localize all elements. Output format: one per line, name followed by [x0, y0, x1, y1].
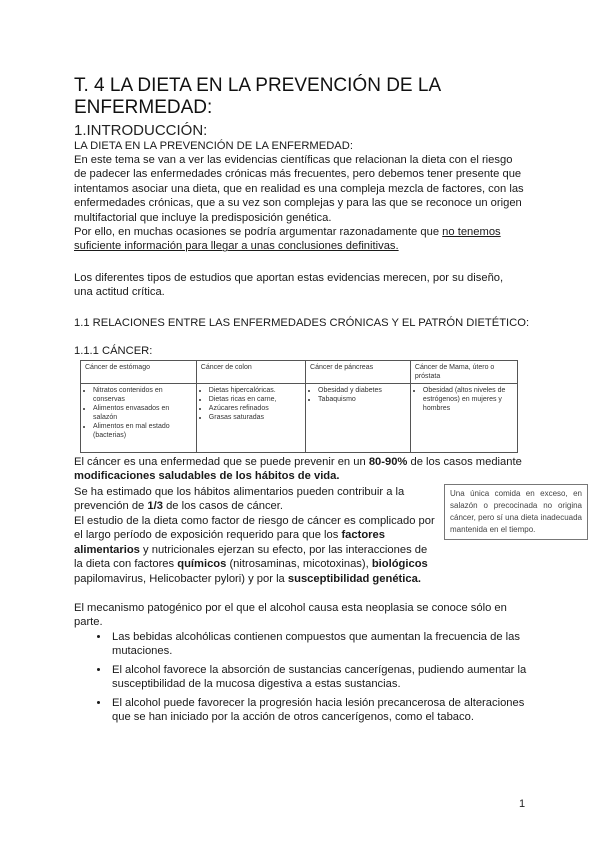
table-header-cell: Cáncer de páncreas [306, 361, 411, 384]
list-item: • El alcohol favorece la absorción de sustancias cancerígenas, pudiendo aumentar la susceptibilidad de la mucosa digestiva a estas sustancias. [110, 663, 546, 692]
page-title: T. 4 LA DIETA EN LA PREVENCIÓN DE LA ENFERMEDAD: [74, 75, 441, 118]
list-item: • Alimentos en mal estado (bacterias) [93, 422, 192, 440]
cancer-paragraph-2 [74, 485, 434, 514]
text: Se ha estimado que los hábitos alimentarios pueden contribuir a la prevención de [74, 486, 405, 513]
por-ello-text: Por ello, en muchas ocasiones se podría argumentar razonadamente que [74, 226, 443, 238]
alcohol-intro: El mecanismo patogénico por el que el alcohol causa esta neoplasia se conoce sólo en parte. [74, 602, 507, 629]
text: papilomavirus, Helicobacter pylori) y por la [74, 572, 288, 585]
por-ello-underlined: no tenemos suficiente información para llegar a unas conclusiones definitivas. [74, 226, 501, 253]
table-header-row [81, 361, 518, 384]
page-number: 1 [519, 798, 526, 810]
text: de los casos de cáncer. [162, 500, 283, 513]
list-item: • Dietas ricas en carne, [209, 395, 301, 404]
list-item: • Tabaquismo [318, 395, 406, 404]
intro-paragraph: En este tema se van a ver las evidencias científicas que relacionan la dieta con el riesgo de padecer las enfermedades crónicas más frecuentes, pero debemos tener presente que intentamos asociar una dieta, que en realidad es una compleja mezcla de factores, con las enfermedades crónicas, que a su vez son complejas y para las que se reconoce un origen multifactorial que incluye la predisposición genética. [74, 154, 524, 224]
table-cell [306, 384, 411, 453]
bold-text: químicos [177, 558, 227, 571]
estudios-paragraph: Los diferentes tipos de estudios que aportan estas evidencias merecen, por su diseño, una actitud crítica. [74, 272, 504, 299]
bold-text: 1/3 [147, 500, 163, 513]
side-note-box: Una única comida en exceso, en salazón o precocinada no origina cáncer, pero sí una dieta inadecuada mantenida en el tiempo. [444, 484, 588, 540]
list-item: • Las bebidas alcohólicas contienen compuestos que aumentan la frecuencia de las mutaciones. [110, 630, 546, 659]
table-header-cell: Cáncer de colon [196, 361, 305, 384]
por-ello-paragraph [74, 225, 526, 254]
list-item: • El alcohol puede favorecer la progresión hacia lesión precancerosa de alteraciones que se han iniciado por la acción de otros cancerígenos, como el tabaco. [110, 696, 546, 725]
text: El estudio de la dieta como factor de riesgo de cáncer es complicado por el largo período de exposición requerido para que los [74, 515, 435, 542]
text: y nutricionales ejerzan su efecto, por las interacciones de la dieta con factores [74, 543, 428, 571]
list-item: • Obesidad y diabetes [318, 386, 406, 395]
bold-text: biológicos [371, 558, 428, 571]
text: (nitrosaminas, micotoxinas), [226, 558, 372, 571]
table-cell [196, 384, 305, 453]
bold-text: modificaciones saludables de los hábitos de vida. [74, 470, 340, 483]
cancer-risk-table [80, 360, 518, 453]
list-item: • Obesidad (altos niveles de estrógenos) en mujeres y hombres [423, 386, 513, 413]
bold-text: susceptibilidad genética. [287, 572, 421, 585]
list-item: • Grasas saturadas [209, 413, 301, 422]
cancer-paragraph-1 [74, 455, 534, 484]
table-cell [410, 384, 517, 453]
section-heading-1-1: 1.1 RELACIONES ENTRE LAS ENFERMEDADES CRÓNICAS Y EL PATRÓN DIETÉTICO: [74, 317, 530, 329]
text: El cáncer es una enfermedad que se puede prevenir en un [74, 456, 369, 468]
cancer-paragraph-3 [74, 514, 436, 586]
section-heading-intro: 1.INTRODUCCIÓN: [74, 122, 208, 139]
table-header-cell: Cáncer de estómago [81, 361, 197, 384]
alcohol-bullet-list [96, 630, 546, 728]
section-heading-1-1-1: 1.1.1 CÁNCER: [74, 345, 153, 357]
list-item: • Nitratos contenidos en conservas [93, 386, 192, 404]
list-item: • Azúcares refinados [209, 404, 301, 413]
text: de los casos mediante [407, 456, 522, 468]
table-header-cell: Cáncer de Mama, útero o próstata [410, 361, 517, 384]
bold-text: factores alimentarios [74, 529, 385, 556]
table-cell [81, 384, 197, 453]
table-row [81, 384, 518, 453]
bold-text: 80-90% [368, 456, 408, 468]
list-item: • Alimentos envasados en salazón [93, 404, 192, 422]
list-item: • Dietas hipercalóricas. [209, 386, 301, 395]
subtitle: LA DIETA EN LA PREVENCIÓN DE LA ENFERMEDAD: [74, 140, 353, 152]
